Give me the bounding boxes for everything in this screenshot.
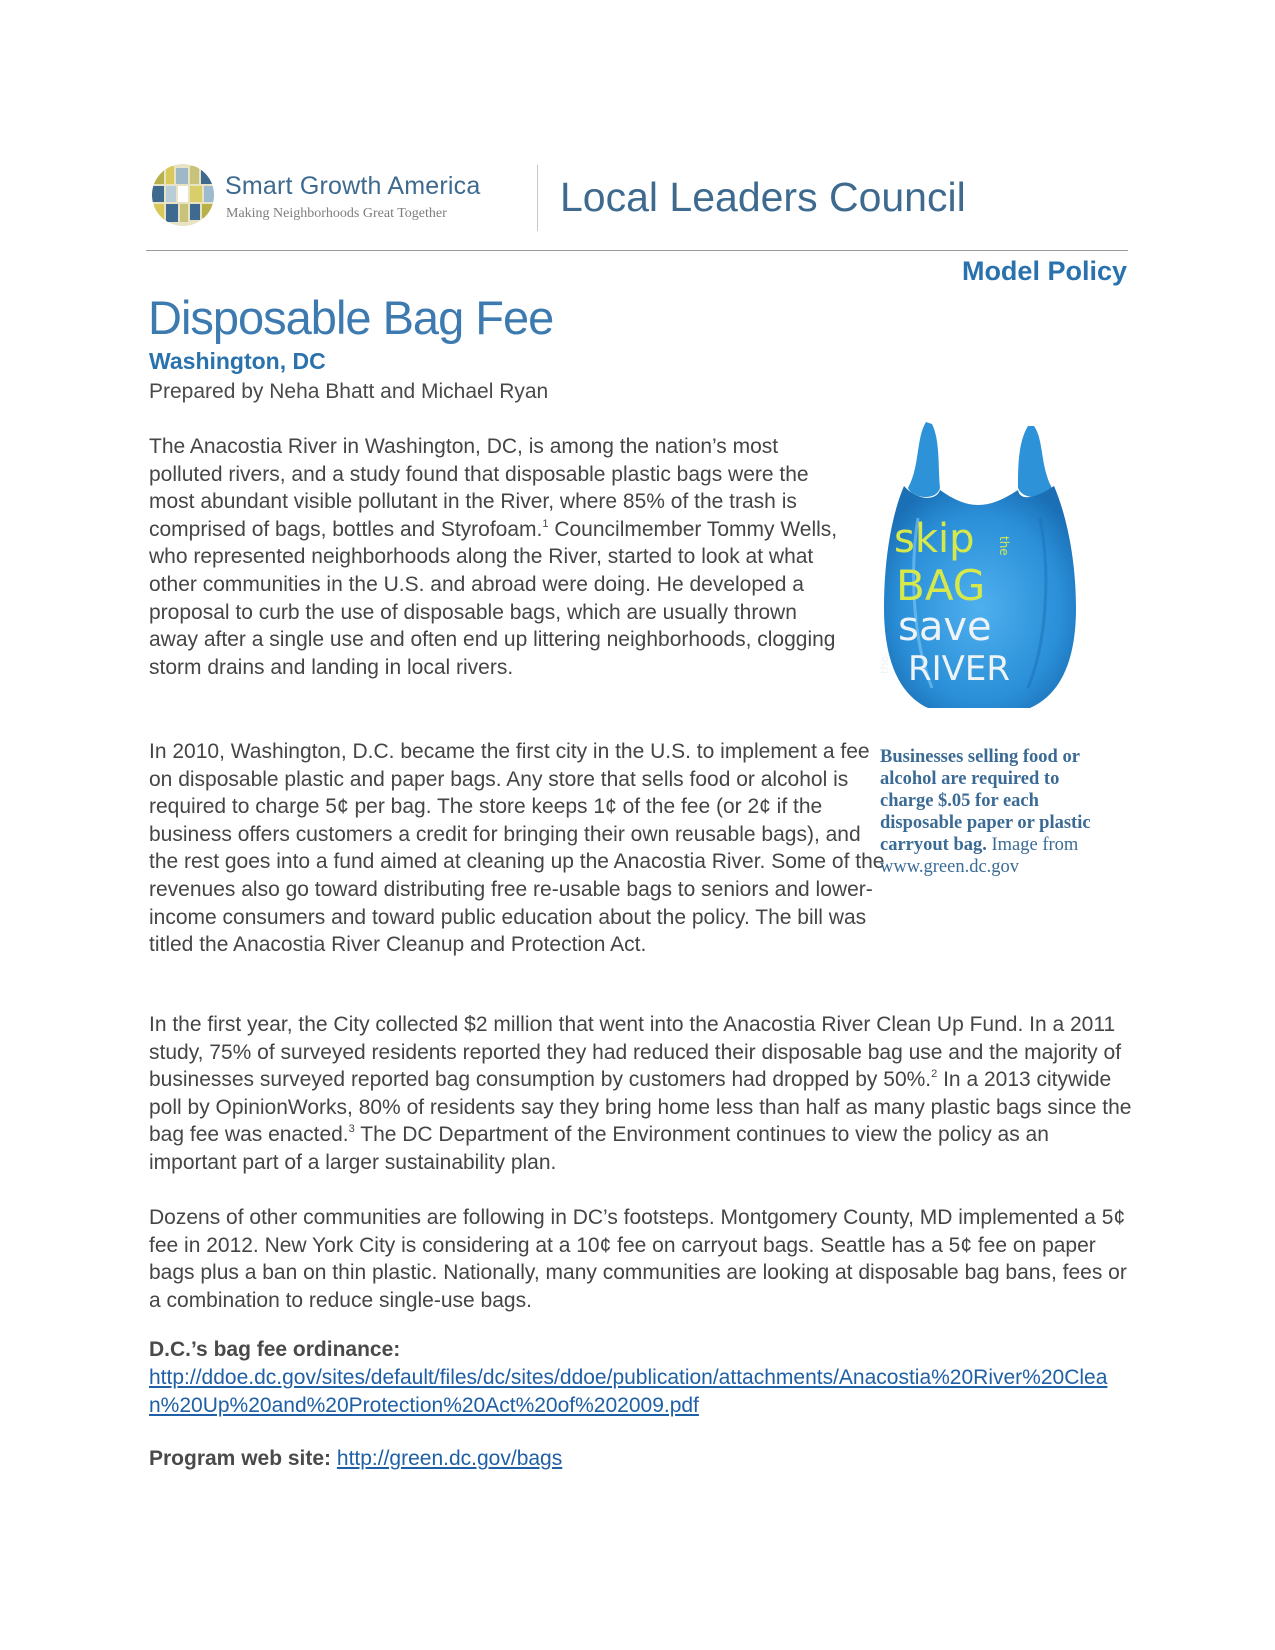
paragraph-3: [149, 1011, 1134, 1177]
program-line: [149, 1447, 562, 1471]
footnote-ref-1: 1: [542, 517, 549, 530]
header-rule: [146, 250, 1128, 251]
ordinance-heading: D.C.’s bag fee ordinance:: [149, 1338, 401, 1361]
caption-bold-text: Businesses selling food or alcohol are required to charge $.05 for each disposable paper or plastic carryout bag.: [880, 747, 1091, 855]
paragraph-4: Dozens of other communities are following in DC’s footsteps. Montgomery County, MD implemented a 5¢ fee in 2012. New York City is considering at a 10¢ fee on carryout bags. Seattle has a 5¢ fee on paper bags plus a ban on thin plastic. Nationally, many communities are looking at disposable bag bans, fees or a combination to reduce single-use bags.: [149, 1206, 1127, 1312]
bag-word-river: RIVER: [908, 649, 1011, 689]
document-authors: Prepared by Neha Bhatt and Michael Ryan: [149, 380, 549, 403]
org-tagline: Making Neighborhoods Great Together: [226, 206, 447, 221]
paragraph-1-continued: Councilmember Tommy Wells, who represented neighborhoods along the River, started to look at what other communities in the U.S. and abroad were doing. He developed a proposal to curb the use of disposable bags, which are usually thrown away after a single use and often end up littering neighborhoods, clogging storm drains and landing in local rivers.: [149, 517, 838, 679]
header-divider: [537, 165, 538, 231]
program-label: Program web site:: [149, 1447, 332, 1470]
bag-word-skip: skip: [894, 516, 975, 562]
footnote-ref-3: 3: [348, 1123, 355, 1136]
org-name: Smart Growth America: [225, 172, 481, 200]
page-title: Disposable Bag Fee: [148, 291, 554, 344]
council-name: Local Leaders Council: [560, 174, 966, 220]
paragraph-2: In 2010, Washington, D.C. became the first city in the U.S. to implement a fee on disposable plastic and paper bags. Any store that sells food or alcohol is required to charge 5¢ per bag. The store keeps 1¢ of the fee (or 2¢ if the business offers customers a credit for bringing their own reusable bags), and the rest goes into a fund aimed at cleaning up the Anacostia River. Some of the revenues also go toward distributing free re-usable bags to seniors and lower-income consumers and toward public education about the policy. The bill was titled the Anacostia River Cleanup and Protection Act.: [149, 740, 885, 957]
ordinance-link[interactable]: http://ddoe.dc.gov/sites/default/files/dc/sites/ddoe/publication/attachments/Anacostia%20River%20Clean%20Up%20and%20Protection%20Act%20of%202009.pdf: [149, 1366, 1108, 1417]
document-location: Washington, DC: [149, 348, 326, 374]
paragraph-3-text-c: The DC Department of the Environment continues to view the policy as an important part of a larger sustainability plan.: [149, 1123, 1049, 1174]
plastic-bag-image: [868, 418, 1090, 718]
section-label: Model Policy: [961, 256, 1127, 286]
paragraph-3-text-b: In a 2013 citywide poll by OpinionWorks, 80% of residents say they bring home less than half as many plastic bags since the bag fee was enacted.: [149, 1068, 1132, 1147]
paragraph-1: [149, 433, 839, 681]
bag-word-the-2: the: [878, 655, 891, 674]
footnote-ref-2: 2: [931, 1068, 938, 1081]
bag-word-the: the: [997, 536, 1011, 556]
smart-growth-america-logo-icon: [150, 162, 216, 228]
paragraph-1-text: The Anacostia River in Washington, DC, is among the nation’s most polluted rivers, and a study found that disposable plastic bags were the most abundant visible pollutant in the River, where 85% of the trash is comprised of bags, bottles and Styrofoam.: [149, 435, 809, 541]
caption-credit: Image from www.green.dc.gov: [880, 835, 1079, 877]
figure-caption: [880, 746, 1095, 878]
bag-word-save: save: [898, 604, 992, 650]
bag-word-bag: BAG: [896, 561, 986, 610]
program-link[interactable]: http://green.dc.gov/bags: [336, 1447, 563, 1470]
paragraph-3-text-a: In the first year, the City collected $2 million that went into the Anacostia River Clean Up Fund. In a 2011 study, 75% of surveyed residents reported they had reduced their disposable bag use and the majority of businesses surveyed reported bag consumption by customers had dropped by 50%.: [149, 1013, 1122, 1092]
